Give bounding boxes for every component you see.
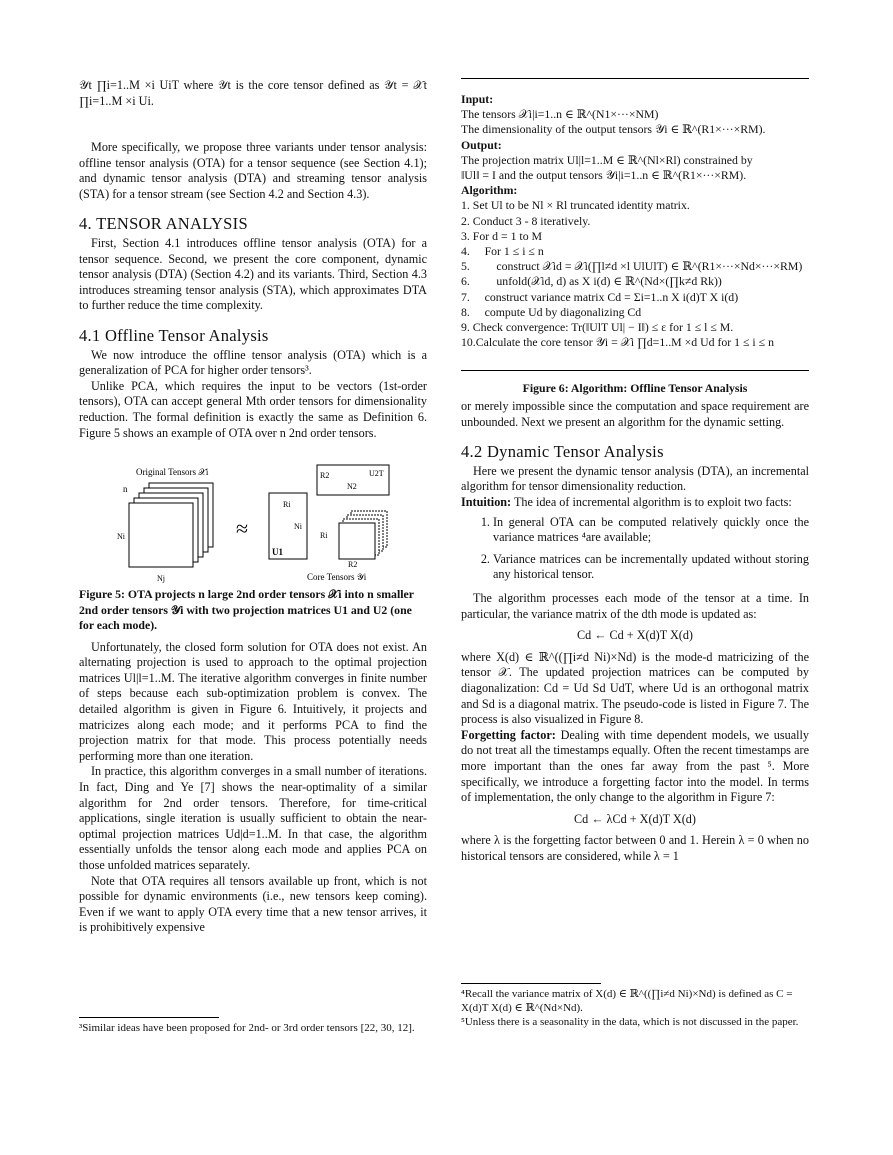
alg-step: 1. Set Ul to be Nl × Rl truncated identity matrix. (461, 198, 690, 213)
original-tensors-label: Original Tensors 𝒳i (136, 467, 209, 478)
footnote-5: ⁵Unless there is a seasonality in the data, which is not discussed in the paper. (461, 1016, 799, 1028)
algorithm-box (461, 79, 809, 370)
alg-output-line-1: The projection matrix Ul|l=1..M ∈ ℝ^(Nl×Rl) constrained by (461, 152, 753, 167)
fact-item: 2. Variance matrices can be incrementally updated without storing any historical tensor. (493, 552, 809, 583)
right-column (461, 78, 809, 864)
nj-label: Nj (157, 574, 165, 584)
alg-step: 2. Conduct 3 - 8 iteratively. (461, 213, 591, 228)
u1-nj-label: Ni (294, 522, 302, 532)
facts-list (461, 515, 809, 583)
figure-5-caption: Figure 5: OTA projects n large 2nd order tensors 𝒳i into n smaller 2nd order tensors 𝒴i with two projection matrices U1 and U2 (one for each mode). (79, 587, 414, 633)
section-4-2-heading: 4.2 Dynamic Tensor Analysis (461, 442, 664, 462)
section-4-1-heading: 4.1 Offline Tensor Analysis (79, 325, 269, 345)
figure-6-caption: Figure 6: Algorithm: Offline Tensor Analysis (522, 381, 748, 396)
paragraph-lambda: where λ is the forgetting factor between 0 and 1. Herein λ = 0 when no historical tensors are considered, while λ = 1 (461, 833, 809, 863)
u1-label: U1 (272, 547, 283, 558)
u1-ri-label: Ri (283, 500, 291, 510)
section-4-paragraph: First, Section 4.1 introduces offline tensor analysis (OTA) for a tensor sequence. Second, we present the core component, dynamic tensor analysis (DTA) (Section 4.2) and its variants. Third, Section 4.3 introduces streaming tensor analysis (STA), which approximates DTA to further reduce the time complexity. (79, 235, 427, 313)
section-4-2-paragraph: Here we present the dynamic tensor analysis (DTA), an incremental algorithm for tensor dimensionality reduction. (461, 463, 809, 494)
intro-paragraph: More specifically, we propose three variants under tensor analysis: offline tensor analysis (OTA) for a tensor sequence (see Section 4.1); and dynamic tensor analysis (DTA) and streaming tensor analysis (STA) for a tensor stream (see Section 4.2 and Section 4.3). (79, 140, 427, 201)
u2-n2-label: N2 (347, 482, 357, 492)
forgetting-paragraph (461, 728, 809, 806)
alg-step: 5. construct 𝒳id = 𝒳i(∏l≠d ×l UlUlT) ∈ ℝ^(R1×···×Nd×···×RM) (461, 259, 803, 274)
alg-input-label: Input: (461, 92, 494, 106)
footnotes-right (461, 987, 809, 1029)
section-4-1-paragraph-1: We now introduce the offline tensor analysis (OTA) which is a generalization of PCA for higher order tensors³. (79, 347, 427, 378)
alg-input-line-1: The tensors 𝒳i|i=1..n ∈ ℝ^(N1×···×NM) (461, 107, 659, 122)
footnote-3: ³Similar ideas have been proposed for 2nd- or 3rd order tensors [22, 30, 12]. (79, 1022, 415, 1034)
alg-step: 6. unfold(𝒳id, d) as X i(d) ∈ ℝ^(Nd×(∏k≠d Rk)) (461, 274, 722, 289)
alg-input-line-2: The dimensionality of the output tensors 𝒴i ∈ ℝ^(R1×···×RM). (461, 122, 766, 137)
forgetting-label: Forgetting factor: (461, 727, 556, 742)
left-column (79, 78, 427, 936)
alg-step: 3. For d = 1 to M (461, 228, 543, 243)
core-ri-label: Ri (320, 531, 328, 541)
u2t-label: U2T (369, 469, 384, 479)
paragraph-where-matricizing: where X(d) ∈ ℝ^((∏i≠d Ni)×Nd) is the mode-d matricizing of the tensor 𝒳. The updated projection matrices can be computed by diagonalization: Cd = Ud Sd UdT, where Ud is an orthogonal matrix and Sd is a diagonal matrix. The pseudo-code is listed in Figure 7. The process is also visualized in Figure 8. (461, 649, 809, 727)
forgetting-text: Dealing with time dependent models, we usually do not treat all the timestamps equally. Often the recent timestamps are more important than the ones far away from the past ⁵. More specifically, we introduce a forgetting factor into the model. In terms of implementation, the only change to the algorithm in Figure 7: (461, 727, 809, 805)
core-tensor-layer (339, 523, 375, 559)
alg-steps (461, 198, 809, 350)
section-4-1-paragraph-2: Unlike PCA, which requires the input to be vectors (1st-order tensors), OTA can accept general Mth order tensors for dimensionality reduction. The formal definition is exactly the same as Definition 6. Figure 5 shows an example of OTA over n 2nd order tensors. (79, 378, 427, 440)
paragraph-in-practice: In practice, this algorithm converges in a small number of iterations. In fact, Ding and Ye [7] shows the near-optimality of a similar algorithm for 2nd order tensors. Therefore, for time-critical applications, single iteration is usually sufficient to obtain the near-optimal projection matrices Ud|d=1..M. In that case, the algorithm essentially unfolds the tensor along each mode and applies PCA on those unfolded matrices separately. (79, 764, 427, 872)
alg-output-line-2: ‖Ul‖ = I and the output tensors 𝒴i|i=1..n ∈ ℝ^(R1×···×RM). (461, 168, 747, 183)
intuition-text: The idea of incremental algorithm is to exploit two facts: (511, 495, 792, 510)
u2-r2-label: R2 (320, 471, 330, 481)
right-footnote-rule (461, 983, 601, 984)
n-label: n (123, 484, 128, 495)
paragraph-unfortunately: Unfortunately, the closed form solution for OTA does not exist. An alternating projection is used to approach to the optimal projection matrices Ul|l=1..M. The iterative algorithm converges in finite number of steps because each sub-optimization problem is convex. The detailed algorithm is given in Figure 6. Intuitively, it projects and matricizes along each mode; and it performs PCA to find the projection matrix for that mode. This process potentially needs performing more than one iteration. (79, 639, 427, 763)
intuition-paragraph (461, 495, 809, 511)
equation-1: Cd ← Cd + X(d)T X(d) (577, 628, 693, 643)
core-tensors-label: Core Tensors 𝒴i (307, 572, 367, 583)
alg-step: 10.Calculate the core tensor 𝒴i = 𝒳i ∏d=1..M ×d Ud for 1 ≤ i ≤ n (461, 335, 774, 350)
alg-output-label: Output: (461, 137, 502, 152)
intro-equation-text: 𝒴t ∏i=1..M ×i UiT where 𝒴t is the core tensor defined as 𝒴t = 𝒳t ∏i=1..M ×i Ui. (79, 78, 427, 108)
figure-5-diagram (79, 459, 427, 584)
alg-step: 4. For 1 ≤ i ≤ n (461, 244, 544, 259)
alg-step: 7. construct variance matrix Cd = Σi=1..n X i(d)T X i(d) (461, 289, 739, 304)
footnote-4: ⁴Recall the variance matrix of X(d) ∈ ℝ^((∏i≠d Ni)×Nd) is defined as C = X(d)T X(d) ∈ ℝ^(Nd×Nd). (461, 988, 793, 1014)
alg-step: 8. compute Ud by diagonalizing Cd (461, 304, 642, 319)
alg-algorithm-label: Algorithm: (461, 183, 518, 198)
alg-step: 9. Check convergence: Tr(‖UlT Ul| − I‖) ≤ ε for 1 ≤ l ≤ M. (461, 320, 734, 335)
intuition-label: Intuition: (461, 495, 512, 510)
equation-2: Cd ← λCd + X(d)T X(d) (574, 811, 696, 826)
algorithm-bottom-rule (461, 370, 809, 371)
figure-5 (79, 459, 427, 584)
approx-symbol: ≈ (236, 516, 249, 542)
intro-equation-line (79, 78, 427, 140)
fact-item: 1. In general OTA can be computed relatively quickly once the variance matrices ⁴are available; (493, 515, 809, 546)
paragraph-note: Note that OTA requires all tensors available up front, which is not possible for dynamic environments (i.e., new tensors keep coming). Even if we want to apply OTA every time that a new tensor arrives, it is prohibitively expensive (79, 873, 427, 935)
paragraph-algorithm-processes: The algorithm processes each mode of the tensor at a time. In particular, the variance matrix of the dth mode is updated as: (461, 590, 809, 621)
left-footnote-rule (79, 1017, 219, 1018)
section-4-heading: 4. TENSOR ANALYSIS (79, 214, 248, 234)
original-tensor-layer (129, 503, 193, 567)
core-rj-label: R2 (348, 560, 358, 570)
paragraph-merely: or merely impossible since the computation and space requirement are unbounded. Next we present an algorithm for the dynamic setting. (461, 399, 809, 429)
ni-label: Ni (117, 532, 125, 542)
